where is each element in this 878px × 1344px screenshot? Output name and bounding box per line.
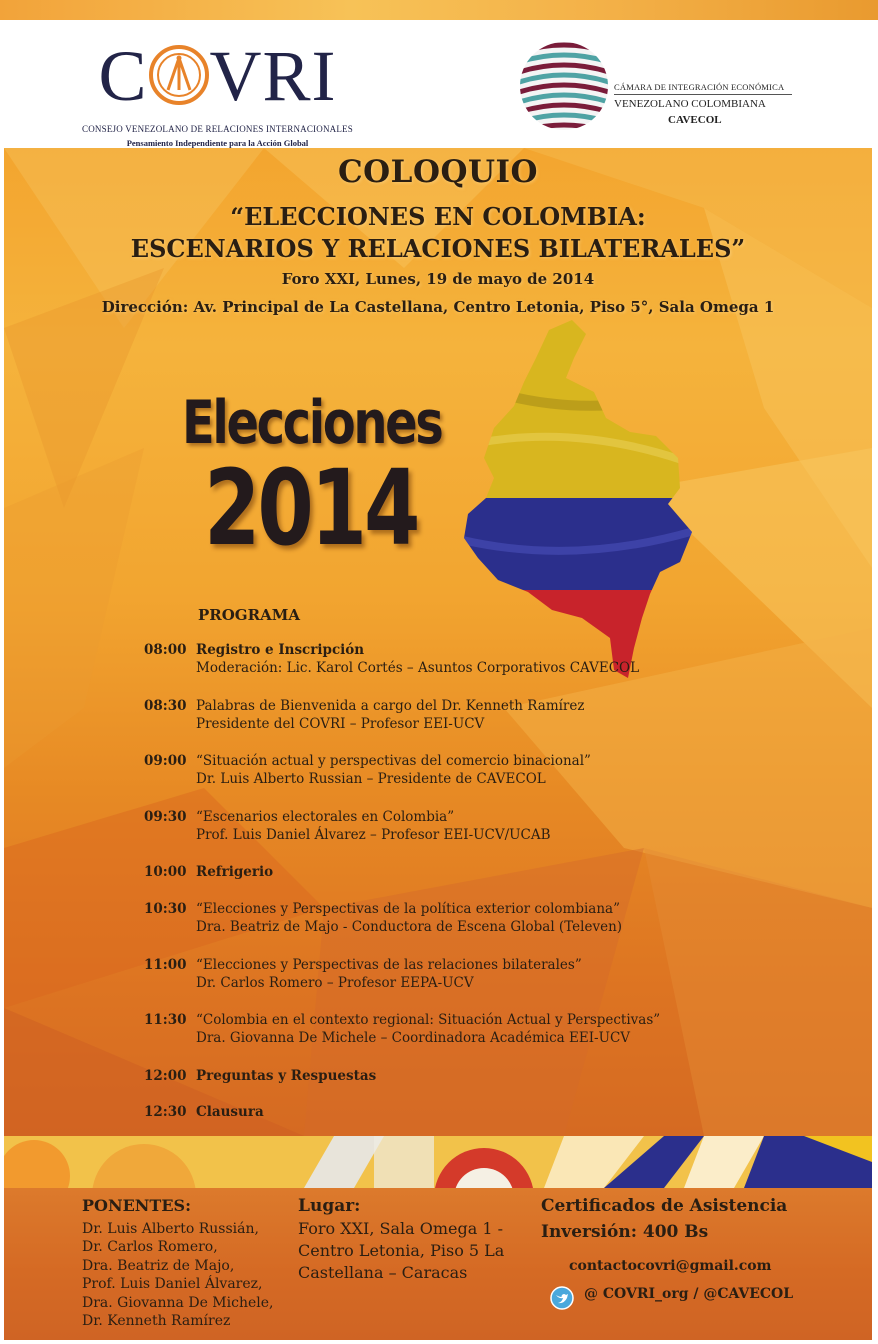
program-detail-line: Dra. Beatriz de Majo - Conductora de Escena Global (Televen) [196, 919, 623, 935]
place-line: Centro Letonia, Piso 5 La [298, 1241, 505, 1260]
poster-body [4, 148, 872, 1136]
speaker-name: Prof. Luis Daniel Álvarez, [82, 1276, 263, 1293]
program-time: 08:30 [144, 698, 187, 714]
program-detail-line: Dr. Luis Alberto Russian – Presidente de CAVECOL [196, 771, 546, 787]
social-handles[interactable]: @ COVRI_org / @CAVECOL [584, 1286, 794, 1302]
speaker-name: Dra. Giovanna De Michele, [82, 1294, 274, 1311]
twitter-icon [550, 1286, 574, 1310]
speaker-name: Dra. Beatriz de Majo, [82, 1257, 235, 1274]
program-title-line: Registro e Inscripción [196, 642, 365, 658]
decorative-band-art [4, 1136, 872, 1188]
decorative-band [4, 1136, 872, 1188]
covri-emblem-icon [148, 44, 210, 106]
hero-year: 2014 [204, 447, 418, 569]
program-title: PROGRAMA [198, 606, 300, 624]
speakers-list [82, 1220, 273, 1330]
program-detail-line: Presidente del COVRI – Profesor EEI-UCV [196, 716, 485, 732]
speaker-name: Dr. Carlos Romero, [82, 1239, 218, 1256]
program-time: 12:00 [144, 1068, 187, 1084]
program-detail-line: Prof. Luis Daniel Álvarez – Profesor EEI-UCV/UCAB [196, 827, 551, 843]
program-title-line: “Elecciones y Perspectivas de la política exterior colombiana” [196, 901, 621, 917]
program-title-line: Refrigerio [196, 864, 274, 880]
program-detail-line: Moderación: Lic. Karol Cortés – Asuntos Corporativos CAVECOL [196, 660, 640, 676]
cavecol-line1: CÁMARA DE INTEGRACIÓN ECONÓMICA [614, 82, 785, 92]
event-title-line1: “ELECCIONES EN COLOMBIA: [230, 202, 646, 231]
program-title-line: Clausura [196, 1104, 264, 1120]
program-detail-line: Dr. Carlos Romero – Profesor EEPA-UCV [196, 975, 474, 991]
program-time: 11:30 [144, 1012, 187, 1028]
speakers-heading: PONENTES: [82, 1196, 191, 1215]
place-heading: Lugar: [298, 1196, 361, 1216]
program-time: 12:30 [144, 1104, 187, 1120]
event-address: Dirección: Av. Principal de La Castellana, Centro Letonia, Piso 5°, Sala Omega 1 [101, 298, 775, 316]
event-title-line2: ESCENARIOS Y RELACIONES BILATERALES” [130, 234, 746, 263]
program-time: 10:30 [144, 901, 187, 917]
covri-logo [80, 36, 355, 150]
program-title-line: “Colombia en el contexto regional: Situación Actual y Perspectivas” [196, 1012, 661, 1028]
hero-word: Elecciones [182, 388, 442, 458]
covri-letters-vri: VRI [209, 36, 337, 116]
covri-tagline: Pensamiento Independiente para la Acción Global [126, 138, 309, 148]
cavecol-logo [518, 40, 818, 140]
bottom-border [0, 1340, 878, 1344]
program-title-line: “Situación actual y perspectivas del comercio binacional” [196, 753, 591, 769]
speaker-name: Dr. Luis Alberto Russián, [82, 1221, 259, 1237]
place-line: Foro XXI, Sala Omega 1 - [298, 1219, 504, 1238]
program-title-line: Preguntas y Respuestas [196, 1068, 377, 1084]
program-time: 10:00 [144, 864, 187, 880]
contact-email[interactable]: contactocovri@gmail.com [569, 1258, 772, 1274]
certificate-text: Certificados de Asistencia [541, 1196, 788, 1216]
top-color-strip [0, 0, 878, 20]
program-time: 09:30 [144, 809, 187, 825]
program-detail-line: Dra. Giovanna De Michele – Coordinadora Académica EEI-UCV [196, 1030, 631, 1046]
cavecol-globe-icon [518, 40, 610, 132]
cavecol-line2: VENEZOLANO COLOMBIANA [614, 98, 766, 110]
covri-letter-c: C [98, 36, 148, 116]
header [0, 20, 878, 146]
speaker-name: Dr. Kenneth Ramírez [82, 1313, 231, 1330]
covri-subtitle: CONSEJO VENEZOLANO DE RELACIONES INTERNACIONALES [82, 124, 353, 134]
covri-wordmark [80, 36, 355, 116]
place-line: Castellana – Caracas [298, 1263, 468, 1282]
program-time: 08:00 [144, 642, 187, 658]
program-title-line: Palabras de Bienvenida a cargo del Dr. Kenneth Ramírez [196, 698, 585, 714]
event-date: Foro XXI, Lunes, 19 de mayo de 2014 [281, 270, 595, 288]
cavecol-divider [614, 94, 792, 95]
program-time: 09:00 [144, 753, 187, 769]
colombia-flag-map [454, 318, 704, 688]
footer [4, 1188, 872, 1340]
event-kicker: COLOQUIO [337, 154, 539, 190]
program-title-line: “Escenarios electorales en Colombia” [196, 809, 455, 825]
cavecol-line3: CAVECOL [668, 114, 722, 126]
investment-text: Inversión: 400 Bs [541, 1222, 709, 1242]
place-details [298, 1218, 528, 1284]
program-title-line: “Elecciones y Perspectivas de las relaciones bilaterales” [196, 957, 582, 973]
program-time: 11:00 [144, 957, 187, 973]
